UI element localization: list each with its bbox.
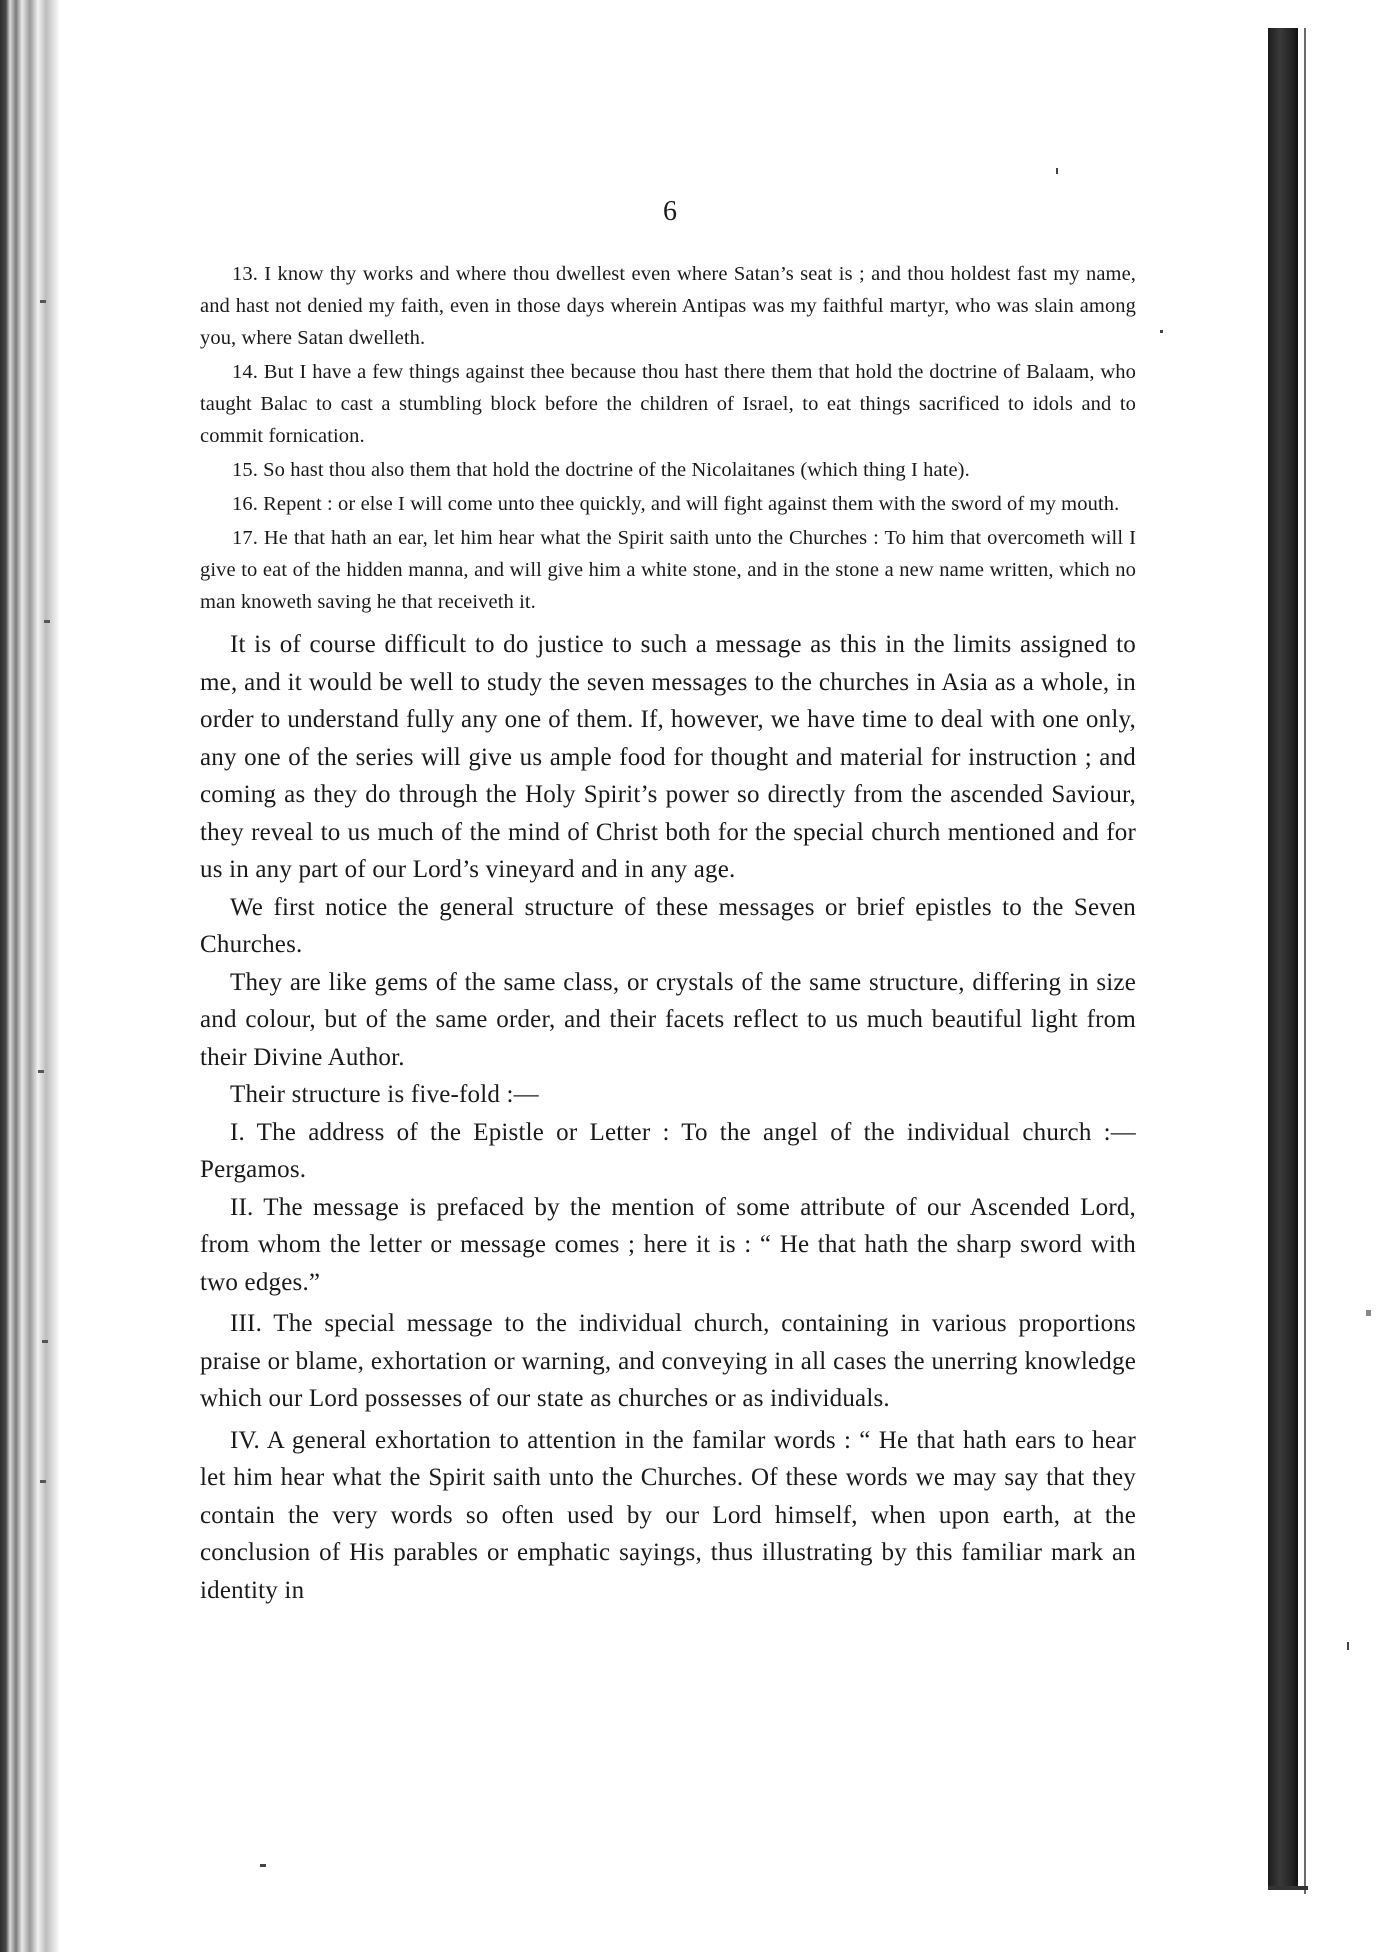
page-number: 6 bbox=[663, 196, 677, 227]
paragraph-point-3: III. The special message to the individual church, containing in various proportions praise or blame, exhortation or warning, and conveying in all cases the unerring knowledge which our Lord possesses of our state as churches or as individuals. bbox=[200, 1310, 1136, 1412]
page-stack-bottom bbox=[1268, 1886, 1308, 1890]
verse-15: 15. So hast thou also them that hold the doctrine of the Nicolaitanes (which thing I hate). bbox=[232, 459, 970, 481]
page-border-line bbox=[1304, 28, 1306, 1894]
paragraph-gems: They are like gems of the same class, or crystals of the same structure, differing in size and colour, but of the same order, and their facets reflect to us much beautiful light from their Divine Author. bbox=[200, 968, 1136, 1071]
book-binding-edge bbox=[0, 0, 62, 1952]
scripture-verses bbox=[200, 258, 1136, 618]
scan-speck bbox=[260, 1864, 266, 1867]
verse-14: 14. But I have a few things against thee because thou hast there them that hold the doctrine of Balaam, who taught Balac to cast a stumbling block before the children of Israel, to eat things sacrificed to idols and to commit fornication. bbox=[200, 361, 1136, 447]
paragraph-structure-notice: We first notice the general structure of these messages or brief epistles to the Seven Churches. bbox=[200, 893, 1136, 958]
paragraph-point-2: II. The message is prefaced by the mention of some attribute of our Ascended Lord, from whom the letter or message comes ; here it is : “ He that hath the sharp sword with two edges.” bbox=[200, 1193, 1136, 1296]
page-stack-edge bbox=[1268, 28, 1298, 1890]
paragraph-intro: It is of course difficult to do justice to such a message as this in the limits assigned to me, and it would be well to study the seven messages to the churches in Asia as a whole, in order to understand fully any one of them. If, however, we have time to deal with one only, any one of the series will give us ample food for thought and material for instruction ; and coming as they do through the Holy Spirit’s power so directly from the ascended Saviour, they reveal to us much of the mind of Christ both for the special church mentioned and for us in any part of our Lord’s vineyard and in any age. bbox=[200, 631, 1136, 883]
scan-speck bbox=[1347, 1642, 1349, 1650]
scan-speck bbox=[1160, 330, 1163, 333]
scan-speck bbox=[1056, 168, 1058, 174]
paragraph-point-1: I. The address of the Epistle or Letter : To the angel of the individual church :—Pergamos. bbox=[200, 1118, 1136, 1183]
scan-speck bbox=[1366, 1310, 1371, 1316]
commentary-body bbox=[200, 626, 1136, 1609]
verse-17: 17. He that hath an ear, let him hear what the Spirit saith unto the Churches : To him that overcometh will I give to eat of the hidden manna, and will give him a white stone, and in the stone a new name written, which no man knoweth saving he that receiveth it. bbox=[200, 527, 1136, 613]
verse-13: 13. I know thy works and where thou dwellest even where Satan’s seat is ; and thou holdest fast my name, and hast not denied my faith, even in those days wherein Antipas was my faithful martyr, who was slain among you, where Satan dwelleth. bbox=[200, 263, 1136, 349]
book-page bbox=[200, 196, 1136, 1609]
verse-16: 16. Repent : or else I will come unto thee quickly, and will fight against them with the sword of my mouth. bbox=[232, 493, 1120, 515]
paragraph-five-fold: Their structure is five-fold :— bbox=[230, 1081, 539, 1108]
paragraph-point-4: IV. A general exhortation to attention in the familar words : “ He that hath ears to hear let him hear what the Spirit saith unto the Churches. Of these words we may say that they contain the very words so often used by our Lord himself, when upon earth, at the conclusion of His parables or emphatic sayings, thus illustrating by this familiar mark an identity in bbox=[200, 1426, 1136, 1604]
